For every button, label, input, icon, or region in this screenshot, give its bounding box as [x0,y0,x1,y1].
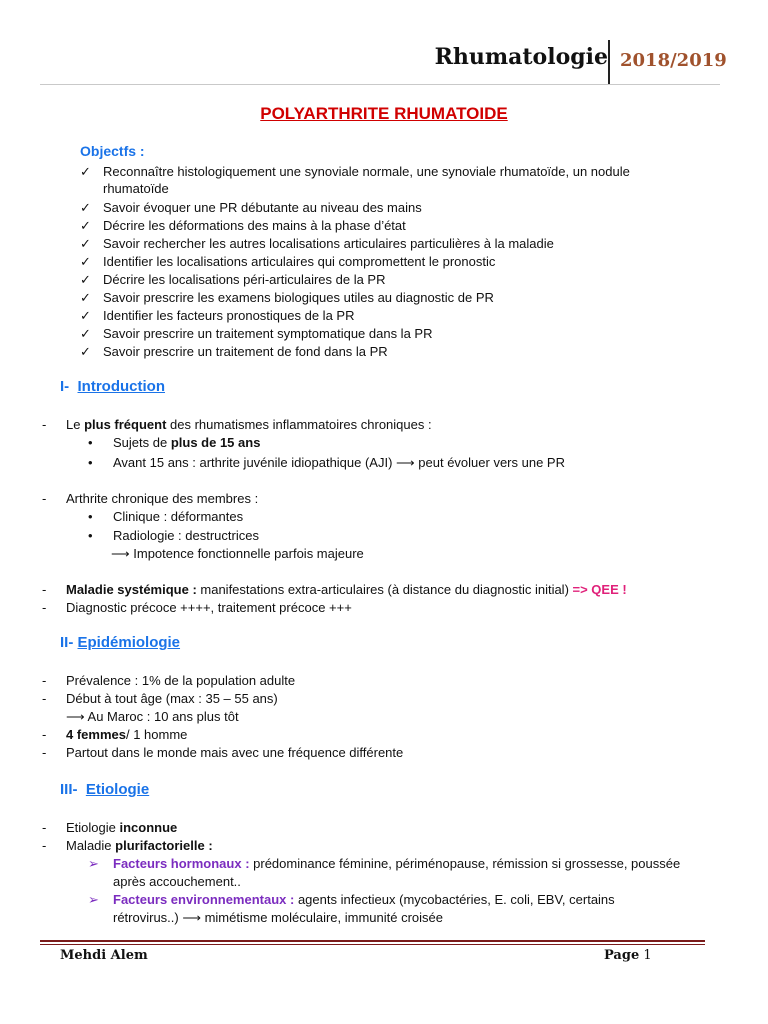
footer-page: Page 1 [604,948,652,963]
checkmark-icon: ✓ [80,218,91,233]
objective-text: Reconnaître histologiquement une synoviale normale, une synoviale rhumatoïde, un nodule rhumatoïde [103,164,630,196]
checkmark-icon: ✓ [80,344,91,359]
objective-text: Savoir prescrire les examens biologiques utiles au diagnostic de PR [103,290,494,305]
objective-text: Identifier les localisations articulaires qui compromettent le pronostic [103,254,496,269]
objective-text: Savoir prescrire un traitement symptomatique dans la PR [103,326,433,341]
section-introduction-heading: I- Introduction [60,378,165,395]
document-title: POLYARTHRITE RHUMATOIDE [260,104,508,123]
header-title: Rhumatologie [434,44,608,70]
objective-text: Savoir rechercher les autres localisations articulaires particulières à la maladie [103,236,554,251]
objective-text: Savoir évoquer une PR débutante au niveau des mains [103,200,422,215]
arrow-bullet-icon: ➢ [88,856,99,871]
checkmark-icon: ✓ [80,200,91,215]
section-etiologie-heading: III- Etiologie [60,781,150,798]
checkmark-icon: ✓ [80,290,91,305]
objective-item [80,163,680,197]
objective-text: Décrire les localisations péri-articulaires de la PR [103,272,386,287]
objective-item [80,289,680,306]
checkmark-icon: ✓ [80,308,91,323]
objective-text: Identifier les facteurs pronostiques de la PR [103,308,355,323]
objective-item [80,343,680,360]
arrow-bullet-icon: ➢ [88,892,99,907]
objective-item [80,217,680,234]
checkmark-icon: ✓ [80,272,91,287]
objective-text: Décrire les déformations des mains à la phase d’état [103,218,406,233]
section-epidemiologie-heading: II- Epidémiologie [60,634,181,651]
header-year: 2018/2019 [620,50,727,71]
objective-item [80,307,680,324]
checkmark-icon: ✓ [80,236,91,251]
footer-author: Mehdi Alem [60,948,148,963]
objectives-heading: Objectfs : [80,143,145,159]
objective-text: Savoir prescrire un traitement de fond dans la PR [103,344,388,359]
footer-rule [40,940,705,942]
checkmark-icon: ✓ [80,164,91,179]
footer-rule-thin [40,944,705,945]
objective-item [80,235,680,252]
objective-item [80,325,680,342]
checkmark-icon: ✓ [80,326,91,341]
objective-item [80,253,680,270]
checkmark-icon: ✓ [80,254,91,269]
objective-item [80,271,680,288]
header-rule [40,84,720,85]
header-separator [608,40,610,84]
objective-item [80,199,680,216]
